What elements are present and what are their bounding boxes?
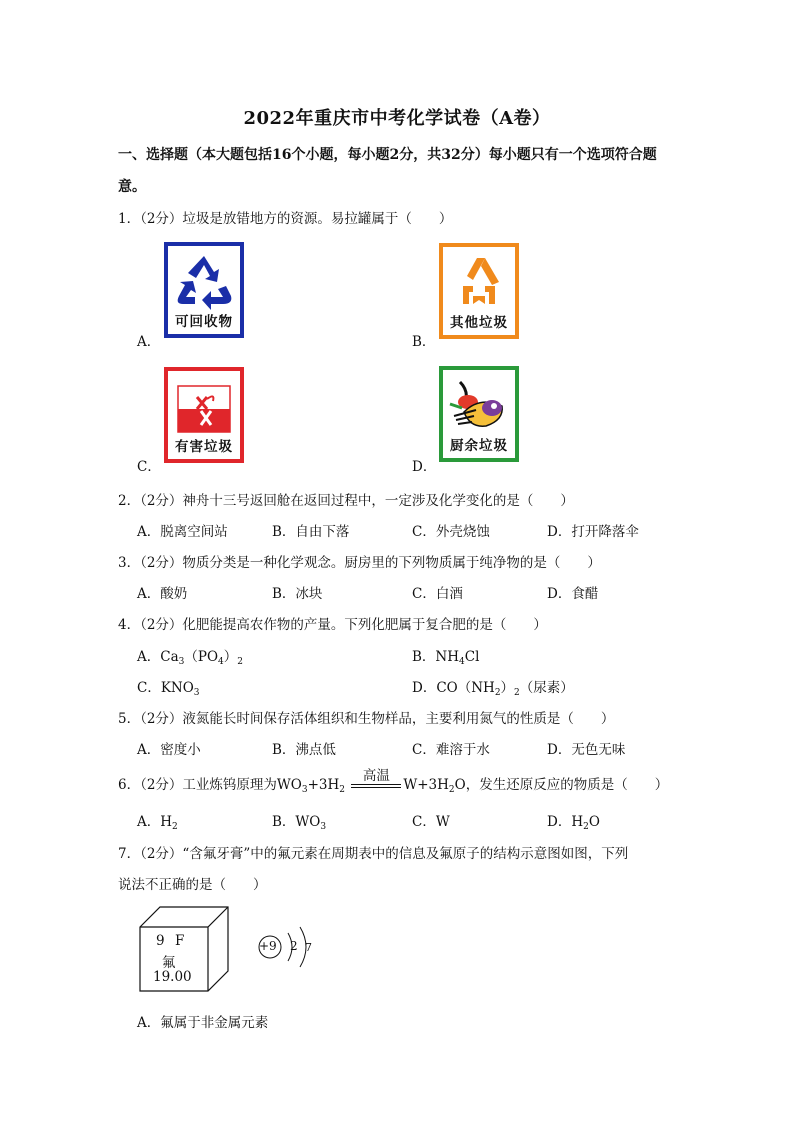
q5-option-b: B．沸点低 bbox=[272, 742, 336, 758]
q1-option-a-caption: 可回收物 bbox=[175, 314, 233, 330]
question-3-stem: 3．（2分）物质分类是一种化学观念。厨房里的下列物质属于纯净物的是（ ） bbox=[118, 555, 601, 571]
q2-option-a: A．脱离空间站 bbox=[137, 524, 228, 540]
atom-nucleus-charge: +9 bbox=[259, 939, 277, 953]
q1-option-a-letter: A． bbox=[137, 334, 161, 350]
hazardous-icon bbox=[177, 385, 231, 435]
reaction-condition-label: 高温 bbox=[362, 767, 390, 784]
q5-option-a: A．密度小 bbox=[137, 742, 201, 758]
q1-option-b-caption: 其他垃圾 bbox=[450, 315, 508, 331]
other-waste-icon bbox=[449, 252, 509, 314]
q3-option-a: A．酸奶 bbox=[137, 586, 188, 602]
q1-option-c-caption: 有害垃圾 bbox=[175, 439, 233, 455]
question-2-stem: 2．（2分）神舟十三号返回舱在返回过程中，一定涉及化学变化的是（ ） bbox=[118, 493, 574, 509]
q4-option-a: A．$Ca_3(PO_4)_2$ bbox=[137, 649, 243, 667]
q3-option-c: C．白酒 bbox=[412, 586, 463, 602]
q4-option-c: C．$KNO_3$ bbox=[137, 680, 200, 698]
question-7-stem-line2: 说法不正确的是（ ） bbox=[118, 877, 267, 893]
q7-option-a: A．氟属于非金属元素 bbox=[137, 1015, 269, 1031]
question-1-stem: 1．（2分）垃圾是放错地方的资源。易拉罐属于（ ） bbox=[118, 211, 453, 227]
question-7-stem-line1: 7．（2分）“含氟牙膏”中的氟元素在周期表中的信息及氟原子的结构示意图如图，下列 bbox=[118, 846, 629, 862]
recycle-icon bbox=[173, 252, 235, 312]
q1-option-c-letter: C． bbox=[137, 459, 161, 475]
q6-option-c: C．W bbox=[412, 814, 450, 830]
element-symbol: F bbox=[175, 933, 185, 949]
question-5-stem: 5．（2分）液氮能长时间保存活体组织和生物样品，主要利用氮气的性质是（ ） bbox=[118, 711, 615, 727]
q5-option-c: C．难溶于水 bbox=[412, 742, 490, 758]
q1-option-a-bin bbox=[164, 242, 244, 338]
reaction-condition-arrow bbox=[349, 767, 403, 794]
page-title: 2022年重庆市中考化学试卷（A卷） bbox=[243, 108, 551, 129]
atom-shell-1: 2 bbox=[290, 939, 298, 953]
section-heading-line2: 意。 bbox=[118, 179, 146, 195]
q1-option-c-bin bbox=[164, 367, 244, 463]
q1-option-d-letter: D． bbox=[412, 459, 437, 475]
element-number: 9 bbox=[156, 933, 165, 949]
q2-option-b: B．自由下落 bbox=[272, 524, 350, 540]
q4-option-b: B．$NH_4Cl$ bbox=[412, 649, 480, 667]
q3-option-b: B．冰块 bbox=[272, 586, 323, 602]
q1-option-d-caption: 厨余垃圾 bbox=[450, 438, 508, 454]
q6-option-a: A．$H_2$ bbox=[137, 814, 178, 832]
atom-shell-2: 7 bbox=[305, 941, 312, 954]
element-mass: 19.00 bbox=[153, 969, 192, 985]
q6-option-b: B．$WO_3$ bbox=[272, 814, 327, 832]
section-heading-line1: 一、选择题（本大题包括16个小题，每小题2分，共32分）每小题只有一个选项符合题 bbox=[118, 147, 657, 163]
q2-option-c: C．外壳烧蚀 bbox=[412, 524, 490, 540]
q1-option-b-letter: B． bbox=[412, 334, 436, 350]
q6-option-d: D．$H_2O$ bbox=[547, 814, 600, 832]
q2-option-d: D．打开降落伞 bbox=[547, 524, 639, 540]
q3-option-d: D．食醋 bbox=[547, 586, 599, 602]
q5-option-d: D．无色无味 bbox=[547, 742, 626, 758]
question-6-stem: 6．（2分）工业炼钨原理为$WO_3+3H_2$ 高温 $W+3H_2O$，发生还原反应的物质是（ ） bbox=[118, 773, 668, 795]
q1-option-d-bin bbox=[439, 366, 519, 462]
q4-option-d: D．$CO(NH_2)_2$（尿素） bbox=[412, 680, 574, 698]
question-4-stem: 4．（2分）化肥能提高农作物的产量。下列化肥属于复合肥的是（ ） bbox=[118, 617, 547, 633]
element-name: 氟 bbox=[162, 955, 176, 971]
kitchen-waste-icon bbox=[446, 376, 512, 436]
q1-option-b-bin bbox=[439, 243, 519, 339]
